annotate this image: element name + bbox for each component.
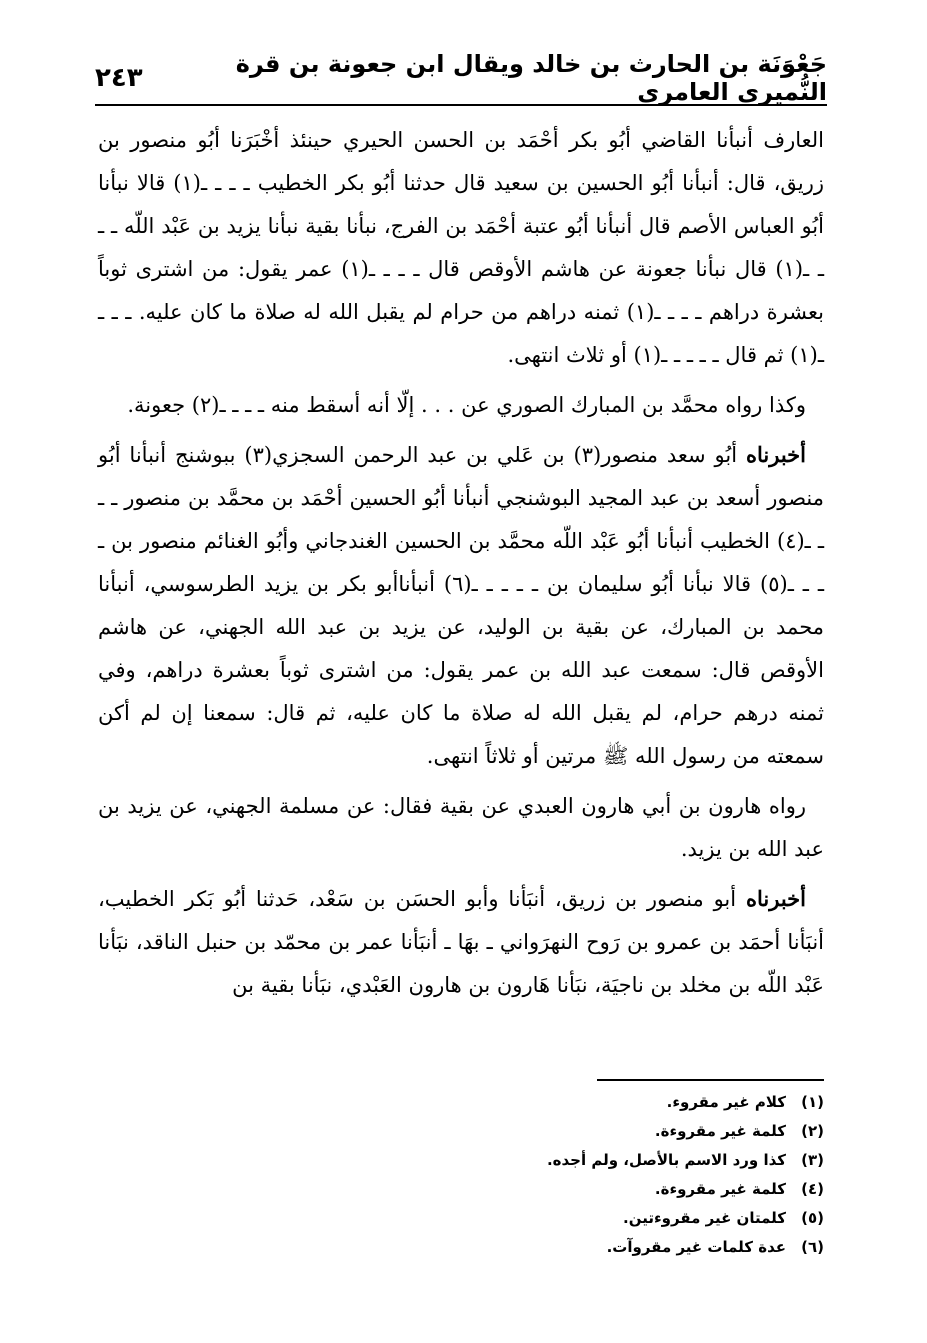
footnote-text: كلمتان غير مقروءتين.	[623, 1209, 786, 1227]
paragraph-1	[98, 118, 824, 377]
paragraph-text: أبُو سعد منصور(٣) بن عَلي بن عبد الرحمن السجزي(٣) ببوشنج أنبأنا أبُو منصور أسعد بن عبد المجيد البوشنجي أنبأنا أبُو الحسين أحْمَد بن محمَّد بن منصور ـ ـ ـ ـ(٤) الخطيب أنبأنا أبُو عَبْد اللّه محمَّد بن الحسين الغندجاني وأبُو الغنائم منصور بن ـ ـ ـ ـ(٥) قالا نبأنا أبُو سليمان بن ـ ـ ـ ـ ـ(٦) أنبأناأبو بكر بن يزيد الطرسوسي، أنبأنا محمد بن المبارك، عن بقية بن الوليد، عن يزيد بن عبد الله الجهني، عن هاشم الأوقص قال: سمعت عبد الله بن عمر يقول: من اشترى ثوباً بعشرة دراهم، وفي ثمنه درهم حرام، لم يقبل الله له صلاة ما كان عليه، ثم قال: سمعنا إن لم أكن سمعته من رسول الله ﷺ مرتين أو ثلاثاً انتهى.	[98, 443, 824, 768]
footnote-1	[264, 1088, 824, 1117]
paragraph-text: أبو منصور بن زريق، أنبَأنا وأبو الحسَن بن سَعْد، حَدثنا أبُو بَكر الخطيب، أنبَأنا أحمَد بن عمرو بن رَوح النهرَواني ـ بهَا ـ أنبَأنا عمر بن محمّد بن حنبل الناقد، نبَأنا عَبْد اللّه بن مخلد بن ناجيَة، نبَأنا هَارون بن هارون العَبْدي، نبَأنا بقية بن	[98, 887, 824, 997]
footnote-mark: (٥)	[801, 1209, 824, 1227]
footnote-text: كلام غير مقروء.	[666, 1093, 786, 1111]
paragraph-4	[98, 784, 824, 871]
paragraph-text: رواه هارون بن أبي هارون العبدي عن بقية فقال: عن مسلمة الجهني، عن يزيد بن عبد الله بن يزيد.	[98, 794, 824, 861]
paragraph-lead: أخبرناه	[745, 886, 806, 911]
footnote-text: عدة كلمات غير مقروآت.	[606, 1238, 786, 1256]
footnote-mark: (٢)	[801, 1122, 824, 1140]
footnote-mark: (٦)	[801, 1238, 824, 1256]
footnote-text: كلمة غير مقروءة.	[654, 1180, 786, 1198]
page-number: ٢٤٣	[95, 63, 143, 93]
running-title: جَعْوَنَة بن الحارث بن خالد ويقال ابن جعونة بن قرة النُّميري العامري	[235, 50, 827, 106]
main-text	[98, 118, 824, 1013]
footnote-5	[264, 1204, 824, 1233]
footnotes	[264, 1088, 824, 1262]
footnote-3	[264, 1146, 824, 1175]
footnote-text: كلمة غير مقروءة.	[654, 1122, 786, 1140]
paragraph-5	[98, 877, 824, 1007]
footnote-6	[264, 1233, 824, 1262]
paragraph-text: وكذا رواه محمَّد بن المبارك الصوري عن . . . إلّا أنه أسقط منه ـ ـ ـ ـ(٢) جعونة.	[127, 393, 806, 417]
running-header	[95, 52, 827, 106]
paragraph-lead: أخبرناه	[746, 442, 806, 467]
paragraph-text: العارف أنبأنا القاضي أبُو بكر أحْمَد بن الحسن الحيري حينئذ أخْبَرَنا أبُو منصور بن زريق، قال: أنبأنا أبُو الحسين بن سعيد قال حدثنا أبُو بكر الخطيب ـ ـ ـ ـ(١) قالا نبأنا أبُو العباس الأصم قال أنبأنا أبُو عتبة أحْمَد بن الفرج، نبأنا بقية نبأنا يزيد بن عَبْد اللّه ـ ـ ـ ـ(١) قال نبأنا جعونة عن هاشم الأوقص قال ـ ـ ـ ـ(١) عمر يقول: من اشترى ثوباً بعشرة دراهم ـ ـ ـ ـ(١) ثمنه دراهم من حرام لم يقبل الله له صلاة ما كان عليه. ـ ـ ـ ـ(١) ثم قال ـ ـ ـ ـ ـ(١) أو ثلاث انتهى.	[98, 128, 824, 367]
paragraph-3	[98, 433, 824, 778]
footnote-separator	[597, 1079, 824, 1081]
footnote-mark: (٤)	[801, 1180, 824, 1198]
footnote-2	[264, 1117, 824, 1146]
paragraph-2	[98, 383, 824, 427]
footnote-4	[264, 1175, 824, 1204]
footnote-text: كذا ورد الاسم بالأصل، ولم أجده.	[546, 1151, 786, 1169]
footnote-mark: (١)	[801, 1093, 824, 1111]
footnote-mark: (٣)	[801, 1151, 824, 1169]
